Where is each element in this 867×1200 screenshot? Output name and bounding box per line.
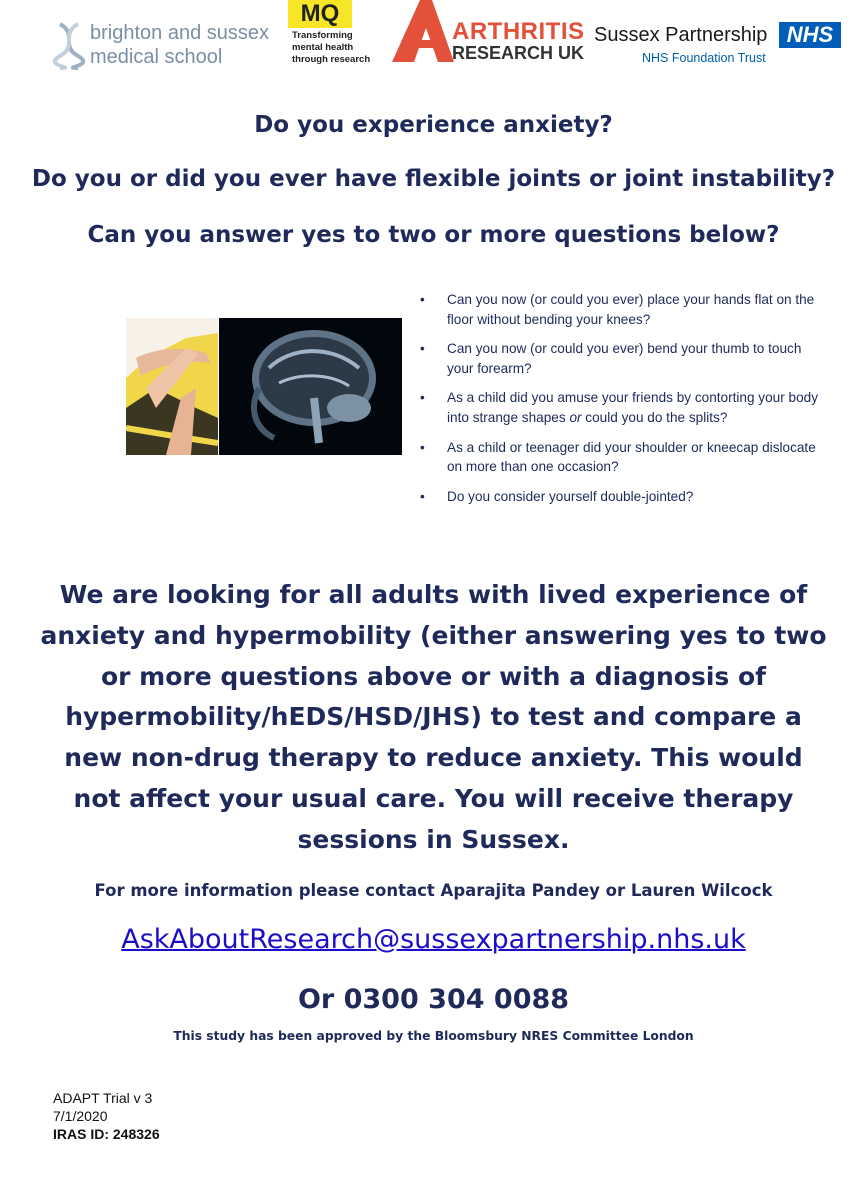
email-container [0,924,867,955]
question-text: Can you now (or could you ever) place your hands flat on the floor without bending your knees? [447,292,815,327]
bullet-icon: • [420,488,425,504]
list-item [418,438,818,477]
bsms-logo [52,22,282,70]
bullet-icon: • [420,390,425,406]
logo-strip [0,0,867,75]
mq-tagline-line: Transforming [292,30,353,41]
mq-tagline-line: through research [292,54,371,65]
arthritis-line-1: ARTHRITIS [452,18,585,45]
dna-helix-icon [52,22,86,70]
mq-logo [288,0,380,70]
document-footer [53,1089,160,1143]
arthritis-a-icon [392,0,456,66]
mq-badge: MQ [288,0,352,28]
bullet-icon: • [420,439,425,455]
arthritis-line-2: RESEARCH UK [452,43,585,63]
nhs-badge: NHS [779,22,841,48]
list-item [418,339,818,378]
email-link[interactable]: AskAboutResearch@sussexpartnership.nhs.uk [121,924,746,955]
contact-intro: For more information please contact Aparajita Pandey or Lauren Wilcock [94,881,773,900]
bullet-icon: • [420,341,425,357]
mq-tagline-line: mental health [292,42,354,53]
sussex-name: Sussex Partnership [594,24,768,46]
sussex-trust: NHS Foundation Trust [642,51,766,65]
bsms-line-2: medical school [90,46,223,68]
arthritis-research-logo [392,0,584,66]
mq-tagline [292,30,370,66]
question-text: As a child or teenager did your shoulder or kneecap dislocate on more than one occasion? [447,439,816,475]
phone-number: Or 0300 304 0088 [297,984,570,1015]
trial-version: ADAPT Trial v 3 [53,1090,153,1106]
list-item [418,290,818,329]
heading-questions: Can you answer yes to two or more questions below? [87,222,780,248]
recruitment-text: We are looking for all adults with lived experience of anxiety and hypermobility (either answering yes to two or more questions above or with a diagnosis of hypermobility/hEDS/HSD/JHS) to test and compare a new non-drug therapy to reduce anxiety. This would not affect your usual care. You will receive therapy sessions in Sussex. [40,580,827,854]
brain-mri-photo [219,318,402,455]
question-text: Can you now (or could you ever) bend your thumb to touch your forearm? [447,341,802,376]
bullet-icon: • [420,292,425,307]
approval-note: This study has been approved by the Bloomsbury NRES Committee London [173,1029,694,1043]
bsms-line-1: brighton and sussex [90,22,270,44]
heading-joints: Do you or did you ever have flexible joints or joint instability? [31,166,836,192]
screening-questions [418,290,818,516]
question-text: As a child did you amuse your friends by contorting your body into strange shapes or could you do the splits? [447,390,819,425]
question-text: Do you consider yourself double-jointed? [447,488,694,504]
list-item [418,487,818,507]
heading-anxiety: Do you experience anxiety? [254,112,613,138]
iras-id: IRAS ID: 248326 [53,1126,160,1142]
thumb-forearm-photo [126,318,218,455]
sussex-partnership-logo [594,20,844,66]
document-date: 7/1/2020 [53,1108,108,1124]
list-item [418,388,818,427]
